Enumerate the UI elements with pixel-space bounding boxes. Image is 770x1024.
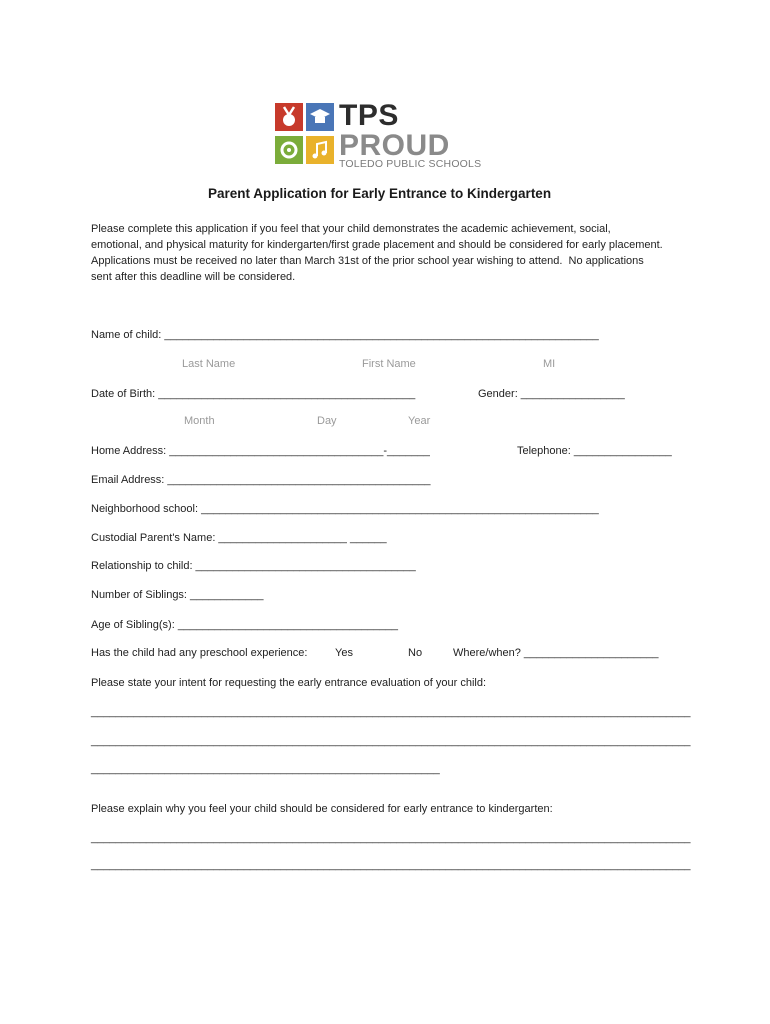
home-address-field[interactable]: Home Address: ___________________________________-_______ — [91, 445, 430, 457]
email-field[interactable]: Email Address: ___________________________________________ — [91, 474, 431, 486]
music-note-icon — [306, 136, 334, 164]
date-of-birth-field[interactable]: Date of Birth: __________________________________________ — [91, 388, 416, 400]
custodial-parent-field[interactable]: Custodial Parent's Name: _____________________ ______ — [91, 532, 387, 544]
explain-answer-line[interactable]: __________________________________________________________________________________________________ — [91, 859, 691, 871]
mi-label: MI — [543, 358, 556, 370]
preschool-where-field[interactable]: Where/when? ______________________ — [453, 647, 659, 659]
logo-proud-text: PROUD — [339, 129, 450, 162]
intent-prompt: Please state your intent for requesting the early entrance evaluation of your child: — [91, 677, 487, 689]
relationship-field[interactable]: Relationship to child: ____________________________________ — [91, 560, 416, 572]
explain-answer-line[interactable]: __________________________________________________________________________________________________ — [91, 832, 691, 844]
dob-year-label: Year — [408, 415, 431, 427]
graduation-cap-icon — [306, 103, 334, 131]
intro-paragraph — [91, 221, 691, 285]
gear-icon — [275, 136, 303, 164]
preschool-yes-option[interactable]: Yes — [335, 647, 353, 659]
intro-line: Please complete this application if you feel that your child demonstrates the academic achievement, social, — [91, 223, 611, 235]
intent-answer-line[interactable]: __________________________________________________________________________________________________ — [91, 735, 691, 747]
intro-line: Applications must be received no later than March 31st of the prior school year wishing to attend. No applications — [91, 255, 644, 267]
logo-tps-text: TPS — [339, 99, 399, 132]
page-title: Parent Application for Early Entrance to Kindergarten — [208, 186, 552, 201]
intro-line: sent after this deadline will be considered. — [91, 271, 296, 283]
intro-line: emotional, and physical maturity for kindergarten/first grade placement and should be considered for early placement. — [91, 239, 663, 251]
award-icon — [275, 103, 303, 131]
explain-prompt: Please explain why you feel your child should be considered for early entrance to kindergarten: — [91, 803, 553, 815]
tps-proud-logo — [275, 99, 500, 173]
logo-subtitle: TOLEDO PUBLIC SCHOOLS — [339, 158, 482, 170]
dob-month-label: Month — [184, 415, 215, 427]
first-name-label: First Name — [362, 358, 416, 370]
number-of-siblings-field[interactable]: Number of Siblings: ____________ — [91, 589, 264, 601]
intent-answer-line[interactable]: __________________________________________________________________________________________________ — [91, 706, 691, 718]
preschool-question: Has the child had any preschool experience: — [91, 647, 308, 659]
name-of-child-field[interactable]: Name of child: _______________________________________________________________________ — [91, 329, 599, 341]
intent-answer-line[interactable]: _________________________________________________________ — [91, 763, 440, 775]
gender-field[interactable]: Gender: _________________ — [478, 388, 625, 400]
age-of-siblings-field[interactable]: Age of Sibling(s): ____________________________________ — [91, 619, 399, 631]
telephone-field[interactable]: Telephone: ________________ — [517, 445, 672, 457]
neighborhood-school-field[interactable]: Neighborhood school: _________________________________________________________________ — [91, 503, 599, 515]
preschool-no-option[interactable]: No — [408, 647, 423, 659]
dob-day-label: Day — [317, 415, 337, 427]
last-name-label: Last Name — [182, 358, 236, 370]
